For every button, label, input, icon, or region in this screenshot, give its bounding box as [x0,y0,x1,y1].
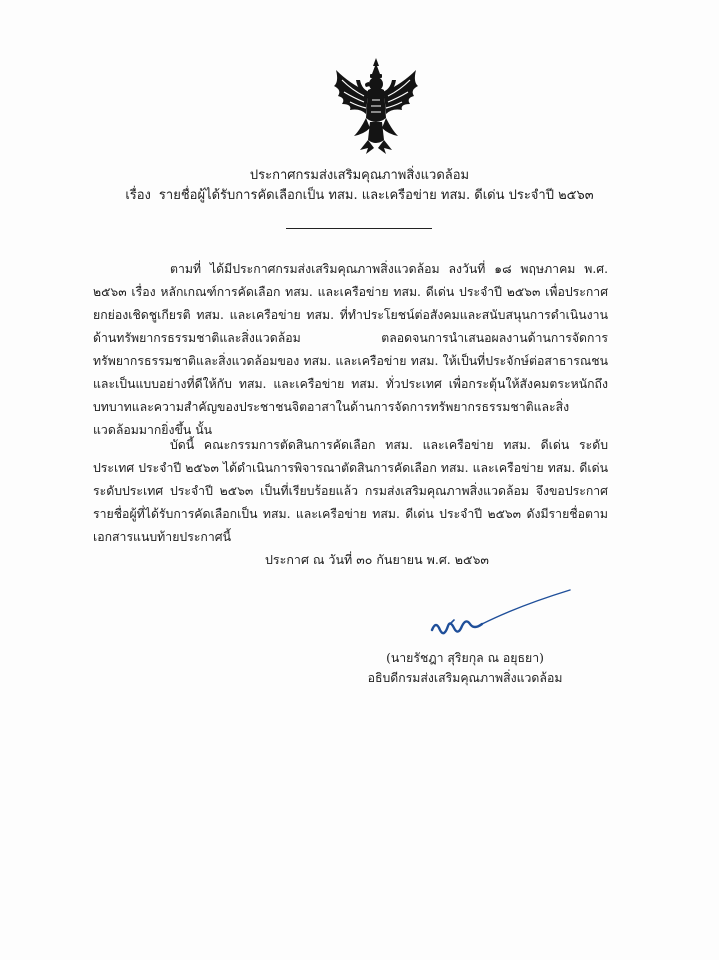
subject-text: รายชื่อผู้ได้รับการคัดเลือกเป็น ทสม. และเครือข่าย ทสม. ดีเด่น ประจำปี ๒๕๖๓ [158,188,594,203]
signer-position: อธิบดีกรมส่งเสริมคุณภาพสิ่งแวดล้อม [367,671,563,685]
handwritten-signature-icon [428,584,572,642]
announcement-date: ประกาศ ณ วันที่ ๓๐ กันยายน พ.ศ. ๒๕๖๓ [265,552,489,567]
subject-label: เรื่อง [125,188,151,203]
signer-name: (นายรัชฎา สุริยกุล ณ อยุธยา) [386,651,544,665]
announcement-title: ประกาศกรมส่งเสริมคุณภาพสิ่งแวดล้อม [249,168,470,183]
body-paragraph-1: ตามที่ ได้มีประกาศกรมส่งเสริมคุณภาพสิ่งแวดล้อม ลงวันที่ ๑๘ พฤษภาคม พ.ศ. ๒๕๖๓ เรื่อง หลักเกณฑ์การคัดเลือก ทสม. และเครือข่าย ทสม. ดีเด่น ประจำปี ๒๕๖๓ เพื่อประกาศยกย่องเชิดชูเกียรติ ทสม. และเครือข่าย ทสม. ที่ทำประโยชน์ต่อสังคมและสนับสนุนการดำเนินงานด้านทรัพยากรธรรมชาติและสิ่งแวดล้อม ตลอดจนการนำเสนอผลงานด้านการจัดการทรัพยากรธรรมชาติและสิ่งแวดล้อมของ ทสม. และเครือข่าย ทสม. ให้เป็นที่ประจักษ์ต่อสาธารณชน และเป็นแบบอย่างที่ดีให้กับ ทสม. และเครือข่าย ทสม. ทั่วประเทศ เพื่อกระตุ้นให้สังคมตระหนักถึงบทบาทและความสำคัญของประชาชนจิตอาสาในด้านการจัดการทรัพยากรธรรมชาติและสิ่งแวดล้อมมากยิ่งขึ้น นั้น [93,262,608,437]
announcement-subject [100,186,619,206]
garuda-emblem-icon [330,56,422,156]
body-paragraph-2: บัดนี้ คณะกรรมการตัดสินการคัดเลือก ทสม. และเครือข่าย ทสม. ดีเด่น ระดับประเทศ ประจำปี ๒๕๖๓ ได้ดำเนินการพิจารณาตัดสินการคัดเลือก ทสม. และเครือข่าย ทสม. ดีเด่น ระดับประเทศ ประจำปี ๒๕๖๓ เป็นที่เรียบร้อยแล้ว กรมส่งเสริมคุณภาพสิ่งแวดล้อม จึงขอประกาศรายชื่อผู้ที่ได้รับการคัดเลือกเป็น ทสม. และเครือข่าย ทสม. ดีเด่น ประจำปี ๒๕๖๓ ดังมีรายชื่อตามเอกสารแนบท้ายประกาศนี้ [93,438,608,544]
header-divider [286,228,432,229]
